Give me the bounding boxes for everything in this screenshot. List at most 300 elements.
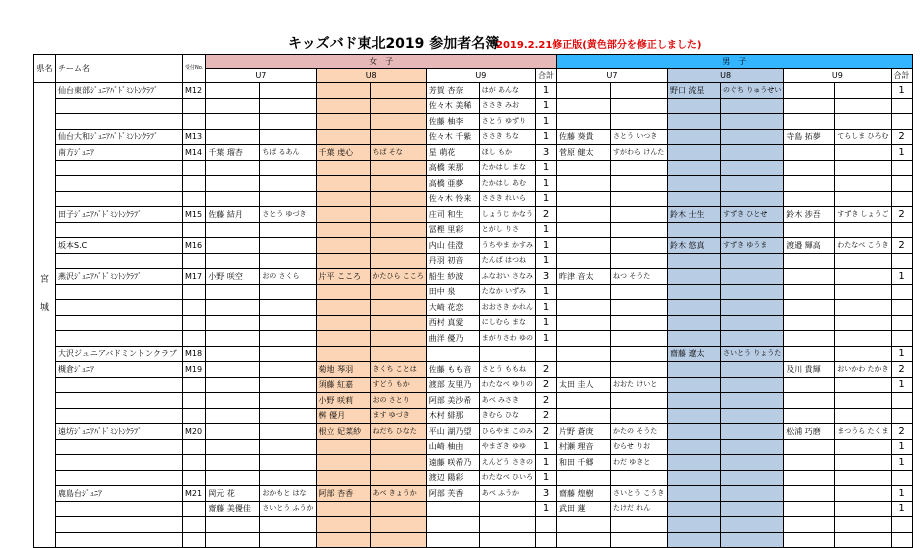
roster-table [33,54,913,548]
girls-u7-kana [260,439,316,455]
page-title: キッズバド東北2019 参加者名簿 [288,36,500,52]
boys-total [891,160,912,176]
table-row [34,408,913,424]
header-girls-u8: U8 [316,69,426,83]
boys-u8-name [668,284,721,300]
boys-u7-kana [611,393,668,409]
boys-u8-kana [721,129,784,145]
boys-total: 2 [891,362,912,378]
code-cell [183,532,206,548]
boys-total: 1 [891,346,912,362]
table-row [34,315,913,331]
boys-u7-kana [611,331,668,347]
boys-u9-name [784,191,835,207]
boys-u9-kana [835,517,891,533]
header-girls-total: 合計 [536,69,557,83]
girls-u7-name [206,191,260,207]
girls-u8-kana: ます ゆづき [370,408,426,424]
boys-total: 1 [891,269,912,285]
girls-u9-name: 佐々木 美稀 [426,98,479,114]
girls-u7-kana [260,238,316,254]
boys-u8-kana [721,98,784,114]
boys-total: 1 [891,83,912,99]
boys-u8-kana [721,517,784,533]
boys-u8-kana [721,501,784,517]
girls-u9-kana: たかはし まな [479,160,535,176]
boys-total: 1 [891,486,912,502]
boys-u7-name: 菅原 健太 [557,145,611,161]
boys-u8-kana [721,331,784,347]
girls-u9-name [426,517,479,533]
boys-u9-kana [835,393,891,409]
girls-u7-name [206,408,260,424]
boys-u9-kana [835,532,891,548]
boys-u9-kana [835,176,891,192]
code-cell: M16 [183,238,206,254]
girls-u9-name [426,501,479,517]
boys-u9-name [784,160,835,176]
girls-u9-kana: ひらやま このみ [479,424,535,440]
boys-u7-kana [611,176,668,192]
girls-total: 1 [536,470,557,486]
boys-u7-kana: ねつ そうた [611,269,668,285]
girls-u9-kana: ささき れいら [479,191,535,207]
girls-u7-kana [260,362,316,378]
table-row [34,160,913,176]
boys-u9-kana [835,160,891,176]
boys-u8-kana: すずき ひとせ [721,207,784,223]
girls-u7-name [206,300,260,316]
boys-u7-kana: わだ ゆきと [611,455,668,471]
boys-u7-name: 佐藤 葵貴 [557,129,611,145]
girls-u7-kana: さいとう ふうか [260,501,316,517]
girls-u8-kana [370,346,426,362]
boys-u7-name [557,222,611,238]
boys-total: 1 [891,439,912,455]
girls-u8-name [316,284,370,300]
team-cell [56,160,183,176]
team-cell [56,501,183,517]
girls-u9-kana: あべ みさき [479,393,535,409]
girls-u9-kana: たんば はつね [479,253,535,269]
girls-u7-name [206,160,260,176]
girls-total: 1 [536,253,557,269]
boys-u9-name [784,315,835,331]
girls-u7-kana: おの さくら [260,269,316,285]
boys-u8-name [668,362,721,378]
team-cell [56,114,183,130]
boys-u7-name [557,362,611,378]
team-cell [56,532,183,548]
boys-u8-name [668,517,721,533]
header-pref: 県名 [34,55,56,83]
girls-u8-name: 片平 こころ [316,269,370,285]
girls-u9-name: 佐藤 柚李 [426,114,479,130]
boys-u9-kana: てらしま ひろむ [835,129,891,145]
boys-total: 1 [891,501,912,517]
boys-u9-kana [835,98,891,114]
team-cell [56,439,183,455]
girls-u7-name [206,176,260,192]
revision-note: 2019.2.21修正版(黄色部分を修正しました) [496,40,702,51]
boys-u7-kana: たけだ れん [611,501,668,517]
girls-u7-kana [260,114,316,130]
boys-u9-kana [835,114,891,130]
boys-u8-kana [721,408,784,424]
boys-u7-name: 片野 蒼庚 [557,424,611,440]
boys-u8-name [668,424,721,440]
team-cell [56,176,183,192]
girls-u8-name [316,331,370,347]
girls-u9-kana: やまざき ゆゆ [479,439,535,455]
girls-u8-kana: ねだち ひなた [370,424,426,440]
girls-u9-kana: たなか いずみ [479,284,535,300]
girls-u9-name: 丹羽 初音 [426,253,479,269]
girls-u7-name [206,98,260,114]
boys-u9-kana [835,83,891,99]
girls-u7-name [206,424,260,440]
girls-u7-name [206,83,260,99]
girls-u7-name [206,331,260,347]
girls-u8-name: 阿部 杏香 [316,486,370,502]
boys-u7-kana [611,98,668,114]
boys-u7-kana [611,222,668,238]
boys-u8-name [668,253,721,269]
boys-u7-name [557,98,611,114]
boys-u7-kana [611,408,668,424]
boys-u9-kana [835,346,891,362]
boys-u7-kana [611,284,668,300]
boys-u7-kana [611,532,668,548]
code-cell: M17 [183,269,206,285]
girls-u9-kana: まがりさわ ゆの [479,331,535,347]
girls-u7-name [206,222,260,238]
girls-u8-kana [370,315,426,331]
girls-u8-kana [370,284,426,300]
boys-u8-name: 野口 流星 [668,83,721,99]
girls-u7-name [206,284,260,300]
table-row [34,145,913,161]
boys-u8-name [668,191,721,207]
boys-u7-name: 昨津 音太 [557,269,611,285]
boys-u9-kana [835,145,891,161]
girls-u8-name [316,160,370,176]
girls-u8-name [316,114,370,130]
header-boys-u9: U9 [784,69,891,83]
table-row [34,455,913,471]
boys-u9-name [784,83,835,99]
girls-u9-kana: あべ ふうか [479,486,535,502]
girls-u8-name [316,532,370,548]
table-row [34,222,913,238]
boys-u8-kana [721,470,784,486]
girls-u7-kana [260,191,316,207]
girls-u7-name [206,439,260,455]
girls-u9-name: 渡部 友里乃 [426,377,479,393]
boys-u7-name [557,238,611,254]
boys-u9-name [784,486,835,502]
table-row [34,424,913,440]
boys-u9-name [784,114,835,130]
girls-u9-kana: たかはし あむ [479,176,535,192]
boys-total: 1 [891,455,912,471]
boys-u7-name [557,532,611,548]
girls-u9-name: 山崎 柚由 [426,439,479,455]
girls-u7-kana [260,470,316,486]
girls-u7-kana [260,253,316,269]
boys-u8-name [668,300,721,316]
boys-u9-kana [835,300,891,316]
boys-u9-name [784,346,835,362]
girls-u9-name: 西村 真愛 [426,315,479,331]
girls-u9-name: 渡辺 陽彩 [426,470,479,486]
code-cell [183,517,206,533]
girls-u9-name: 庄司 和生 [426,207,479,223]
girls-u8-name [316,83,370,99]
girls-total [536,517,557,533]
girls-u8-kana [370,331,426,347]
girls-u8-kana [370,501,426,517]
code-cell: M18 [183,346,206,362]
code-cell: M20 [183,424,206,440]
boys-u7-name: 和田 千郷 [557,455,611,471]
code-cell: M14 [183,145,206,161]
girls-u9-name: 芳賀 杏奈 [426,83,479,99]
code-cell [183,176,206,192]
girls-u9-kana [479,532,535,548]
boys-u9-kana [835,253,891,269]
code-cell: M19 [183,362,206,378]
boys-u9-kana: すずき しょうご [835,207,891,223]
prefecture-char: 城 [39,303,49,313]
girls-u8-kana [370,517,426,533]
table-row [34,98,913,114]
team-cell: 南方ｼﾞｭﾆｱ [56,145,183,161]
boys-u8-name [668,145,721,161]
girls-u8-name [316,207,370,223]
boys-u8-name [668,315,721,331]
boys-total: 1 [891,145,912,161]
code-cell [183,455,206,471]
boys-u8-name [668,98,721,114]
boys-u8-kana [721,145,784,161]
team-cell [56,455,183,471]
boys-u9-kana [835,269,891,285]
boys-u7-kana: さとう いつき [611,129,668,145]
boys-u9-name [784,145,835,161]
girls-u8-name [316,129,370,145]
girls-total: 1 [536,83,557,99]
team-cell [56,191,183,207]
boys-u9-name [784,300,835,316]
boys-u8-kana [721,284,784,300]
table-row [34,300,913,316]
prefecture-char: 宮 [39,275,49,285]
boys-u8-kana [721,393,784,409]
boys-u7-name [557,346,611,362]
boys-u8-kana [721,191,784,207]
girls-total: 1 [536,439,557,455]
boys-u8-kana: さいとう りょうた [721,346,784,362]
girls-u8-kana [370,439,426,455]
team-cell [56,331,183,347]
team-cell: 田子ｼﾞｭﾆｱﾊﾞﾄﾞﾐﾝﾄﾝｸﾗﾌﾞ [56,207,183,223]
boys-u8-kana [721,486,784,502]
boys-u9-kana [835,377,891,393]
boys-total [891,114,912,130]
girls-u9-name: 高橋 茉那 [426,160,479,176]
boys-total: 2 [891,424,912,440]
boys-u7-kana [611,191,668,207]
girls-u8-name [316,470,370,486]
boys-u7-kana: おおた けいと [611,377,668,393]
header-code: 受付No. [183,55,206,83]
header-boys-total: 合計 [891,69,912,83]
girls-u8-kana [370,222,426,238]
boys-u9-kana [835,222,891,238]
girls-u7-kana [260,129,316,145]
boys-u8-kana [721,269,784,285]
boys-u7-kana [611,362,668,378]
girls-total: 1 [536,284,557,300]
girls-u7-kana [260,331,316,347]
girls-u8-kana [370,129,426,145]
boys-u8-kana [721,176,784,192]
table-row [34,176,913,192]
girls-u9-kana: さとう ゆずり [479,114,535,130]
boys-u8-kana [721,315,784,331]
boys-total [891,284,912,300]
girls-total [536,346,557,362]
girls-u8-kana [370,83,426,99]
girls-u9-name: 佐々木 千紫 [426,129,479,145]
team-cell: 燕沢ｼﾞｭﾆｱﾊﾞﾄﾞﾐﾝﾄﾝｸﾗﾌﾞ [56,269,183,285]
girls-total: 1 [536,114,557,130]
boys-u9-name [784,532,835,548]
boys-total: 2 [891,129,912,145]
boys-u8-kana [721,532,784,548]
girls-u8-name [316,98,370,114]
team-cell [56,284,183,300]
boys-u7-name [557,408,611,424]
team-cell [56,98,183,114]
boys-u9-name [784,408,835,424]
girls-u9-kana: きむら ひな [479,408,535,424]
boys-u7-name [557,191,611,207]
boys-u9-name [784,393,835,409]
girls-u9-kana: えんどう さきの [479,455,535,471]
girls-u7-name [206,114,260,130]
boys-u7-kana [611,346,668,362]
girls-u9-name [426,346,479,362]
girls-total: 1 [536,331,557,347]
girls-u7-name: 岡元 花 [206,486,260,502]
boys-u7-name [557,315,611,331]
girls-u7-name [206,532,260,548]
boys-total [891,331,912,347]
table-row [34,191,913,207]
girls-u8-kana [370,191,426,207]
boys-u9-name: 及川 貴輝 [784,362,835,378]
table-row [34,238,913,254]
boys-u8-name [668,222,721,238]
boys-u7-name [557,207,611,223]
boys-u8-kana [721,377,784,393]
boys-u7-kana [611,207,668,223]
code-cell [183,160,206,176]
boys-u9-name [784,269,835,285]
girls-total: 1 [536,176,557,192]
boys-u8-name [668,455,721,471]
roster-body [34,55,913,548]
girls-u7-kana [260,455,316,471]
boys-total [891,176,912,192]
code-cell: M13 [183,129,206,145]
girls-u9-kana: わたなべ ゆりの [479,377,535,393]
code-cell [183,501,206,517]
girls-u8-name: 小野 咲莉 [316,393,370,409]
boys-u7-name [557,284,611,300]
girls-u7-kana [260,377,316,393]
boys-u7-kana [611,114,668,130]
girls-total [536,532,557,548]
girls-u9-kana [479,346,535,362]
girls-u9-kana: わたなべ ひいろ [479,470,535,486]
girls-u7-name [206,253,260,269]
girls-total: 2 [536,362,557,378]
girls-total: 1 [536,300,557,316]
girls-total: 1 [536,129,557,145]
girls-total: 1 [536,238,557,254]
girls-u9-name: 佐藤 もも音 [426,362,479,378]
boys-u8-name [668,114,721,130]
header-girls-u7: U7 [206,69,316,83]
code-cell [183,315,206,331]
girls-u8-name [316,253,370,269]
boys-u7-name [557,160,611,176]
boys-u7-kana: むらせ りお [611,439,668,455]
boys-u8-name [668,393,721,409]
girls-u7-name: 佐藤 結月 [206,207,260,223]
girls-u7-kana [260,284,316,300]
girls-u7-kana [260,393,316,409]
boys-u7-kana [611,470,668,486]
boys-u9-kana [835,486,891,502]
boys-u9-kana [835,331,891,347]
code-cell [183,114,206,130]
girls-u8-name [316,315,370,331]
boys-u8-name [668,331,721,347]
boys-u7-kana [611,300,668,316]
code-cell [183,377,206,393]
girls-u8-name: 千葉 虔心 [316,145,370,161]
girls-u9-name: 木村 緋那 [426,408,479,424]
girls-u8-name [316,455,370,471]
table-row [34,346,913,362]
boys-total [891,408,912,424]
girls-u9-kana: はが あんな [479,83,535,99]
boys-u9-kana [835,191,891,207]
team-cell [56,517,183,533]
team-cell [56,377,183,393]
boys-u8-name [668,470,721,486]
boys-u9-kana [835,439,891,455]
girls-u8-name [316,346,370,362]
boys-u7-kana [611,238,668,254]
boys-u7-kana: かたの そうた [611,424,668,440]
code-cell [183,191,206,207]
code-cell: M15 [183,207,206,223]
